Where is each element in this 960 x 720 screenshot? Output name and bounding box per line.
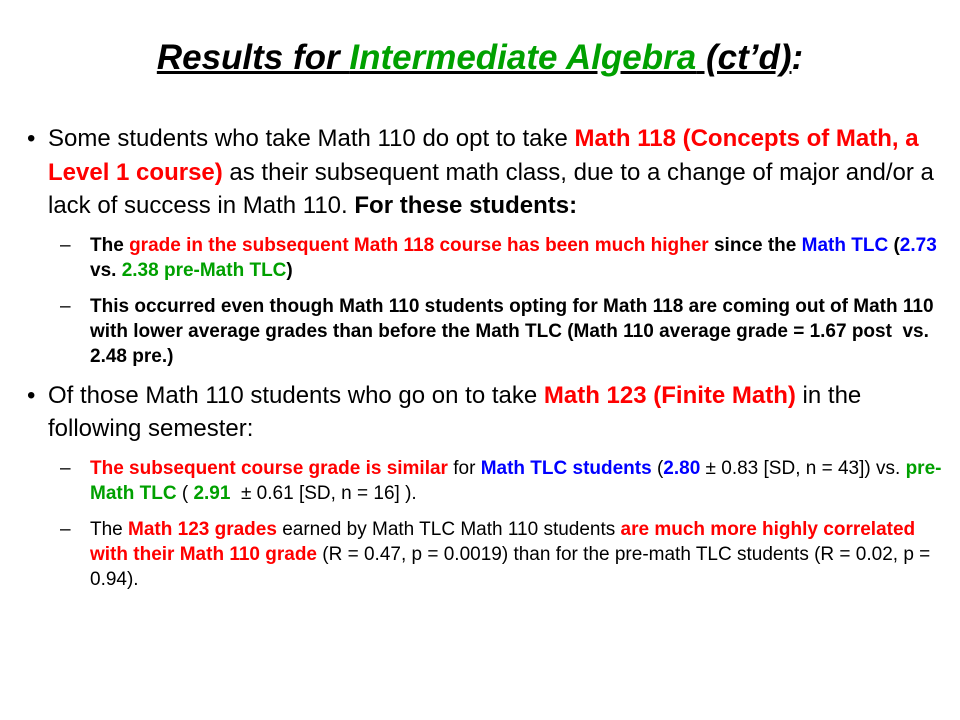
dash-icon: –: [60, 295, 71, 317]
sub-text: ± 0.83 [SD, n = 43]) vs.: [700, 457, 906, 479]
title-colon: :: [791, 38, 804, 77]
sub-highlight: are much more highly correlated with their Math 110 grade: [90, 518, 921, 565]
sub-math-tlc: Math TLC: [801, 234, 889, 256]
sub-highlight: The subsequent course grade is similar: [90, 457, 448, 479]
sub-text: This occurred even though Math 110 students opting for Math 118 are coming out of Math 110 with lower average grades than before the Math TLC (Math 110 average grade = 1.67 post vs. 2.48 pre.): [90, 295, 940, 367]
bullet-text: as their subsequent math class, due to a change of major and/or a lack of success in Math 110.: [48, 158, 941, 219]
dash-icon: –: [60, 518, 71, 540]
sub-text: ± 0.61 [SD, n = 16] ).: [230, 482, 417, 504]
bullet-highlight: Math 118 (Concepts of Math, a Level 1 course): [48, 125, 926, 186]
sub-text: The: [90, 234, 130, 256]
bullet-icon: •: [27, 125, 36, 152]
title-suffix: (ct’d): [696, 38, 792, 77]
sub-bullet-correlation: [27, 517, 952, 592]
sub-bullet-lower-grades: [27, 294, 952, 369]
sub-pre-math-tlc: pre-Math TLC: [90, 457, 942, 504]
dash-icon: –: [60, 457, 71, 479]
sub-text: (: [176, 482, 194, 504]
title-prefix: Results for: [156, 38, 350, 77]
bullet-math-123: [27, 379, 952, 446]
slide-title: [0, 36, 960, 80]
sub-text: for: [447, 457, 481, 479]
bullet-icon: •: [27, 381, 36, 409]
sub-value-post: 2.73: [899, 234, 937, 256]
sub-value-pre: 2.38 pre-Math TLC: [121, 259, 287, 281]
sub-text: ): [286, 259, 293, 281]
sub-bullet-similar-grade: [27, 456, 952, 506]
sub-text: (: [651, 457, 664, 479]
bullet-text: in the following semester:: [48, 381, 868, 442]
bullet-math-118: [27, 122, 952, 223]
bullet-highlight: Math 123 (Finite Math): [543, 381, 796, 409]
sub-text: (R = 0.47, p = 0.0019) than for the pre-math TLC students (R = 0.02, p = 0.94).: [90, 543, 936, 590]
sub-text: since the: [708, 234, 802, 256]
dash-icon: –: [60, 234, 71, 256]
sub-math-tlc: Math TLC students: [480, 457, 652, 479]
sub-bullet-grade-higher: [27, 233, 952, 283]
sub-text: The: [90, 518, 129, 540]
sub-value-pre: 2.91: [193, 482, 231, 504]
sub-text: vs.: [90, 234, 943, 281]
title-course: Intermediate Algebra: [349, 38, 697, 77]
sub-highlight: Math 123 grades: [128, 518, 277, 540]
sub-highlight: grade in the subsequent Math 118 course has been much higher: [129, 234, 709, 256]
bullet-text: Of those Math 110 students who go on to take: [48, 381, 544, 409]
bullet-text: Some students who take Math 110 do opt to take: [48, 125, 575, 152]
bullet-emphasis: For these students:: [354, 192, 578, 219]
sub-text: earned by Math TLC Math 110 students: [276, 518, 621, 540]
sub-text: (: [888, 234, 900, 256]
slide-body: [27, 122, 952, 592]
sub-value-post: 2.80: [663, 457, 701, 479]
